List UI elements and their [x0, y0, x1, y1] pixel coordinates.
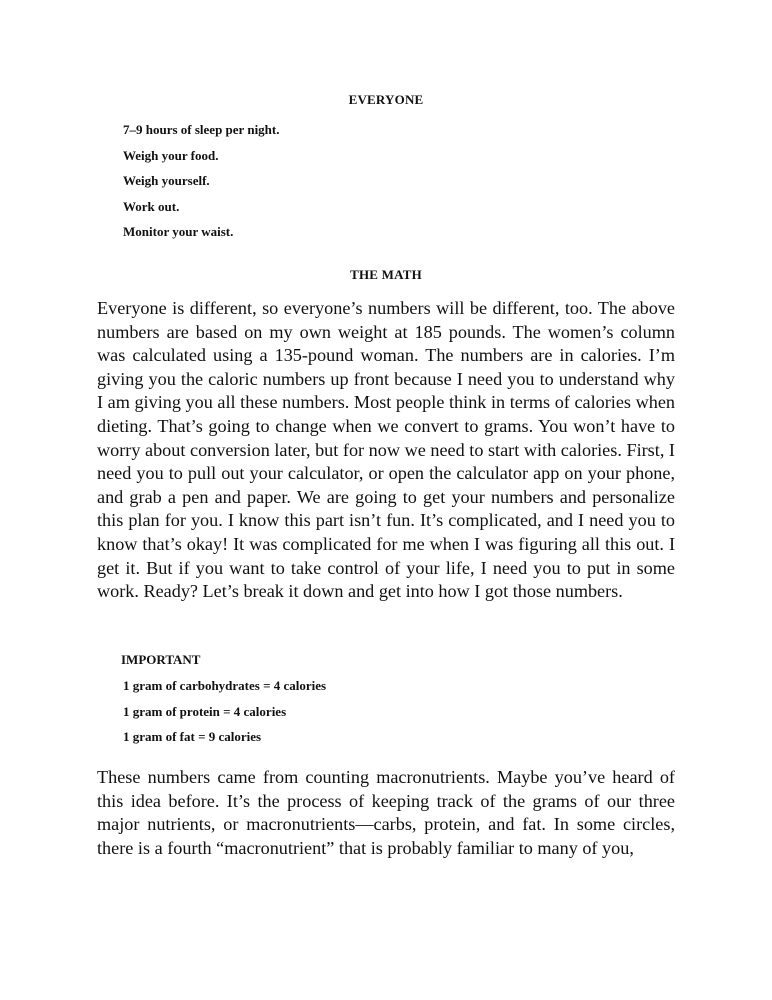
list-item: 7–9 hours of sleep per night. [123, 122, 280, 137]
list-item: Weigh yourself. [123, 173, 210, 188]
everyone-list [123, 122, 280, 250]
closing-paragraph: These numbers came from counting macronutrients. Maybe you’ve heard of this idea before. It’s the process of keeping track of the grams of our three major nutrients, or macronutrients—carbs, protein, and fat. In some circles, there is a fourth “macronutrient” that is probably familiar to many of you, [97, 767, 675, 858]
list-item: 1 gram of carbohydrates = 4 calories [123, 678, 327, 693]
list-item: Monitor your waist. [123, 224, 234, 239]
important-label: IMPORTANT [121, 652, 201, 667]
list-item: 1 gram of protein = 4 calories [123, 703, 287, 719]
heading-the-math: THE MATH [350, 267, 422, 282]
list-item: Weigh your food. [123, 147, 219, 163]
heading-everyone: EVERYONE [348, 92, 424, 107]
math-paragraph: Everyone is different, so everyone’s numbers will be different, too. The above numbers are based on my own weight at 185 pounds. The women’s column was calculated using a 135-pound woman. The numbers are in calories. I’m giving you the caloric numbers up front because I need you to understand why I am giving you all these numbers. Most people think in terms of calories when dieting. That’s going to change when we convert to grams. You won’t have to worry about conversion later, but for now we need to start with calories. First, I need you to pull out your calculator, or open the calculator app on your phone, and grab a pen and paper. We are going to get your numbers and personalize this plan for you. I know this part isn’t fun. It’s complicated, and I need you to know that’s okay! It was complicated for me when I was figuring all this out. I get it. But if you want to take control of your life, I need you to put in some work. Ready? Let’s break it down and get into how I got those numbers. [97, 298, 675, 602]
list-item: 1 gram of fat = 9 calories [123, 729, 262, 744]
list-item: Work out. [123, 198, 180, 214]
important-list [123, 678, 326, 755]
